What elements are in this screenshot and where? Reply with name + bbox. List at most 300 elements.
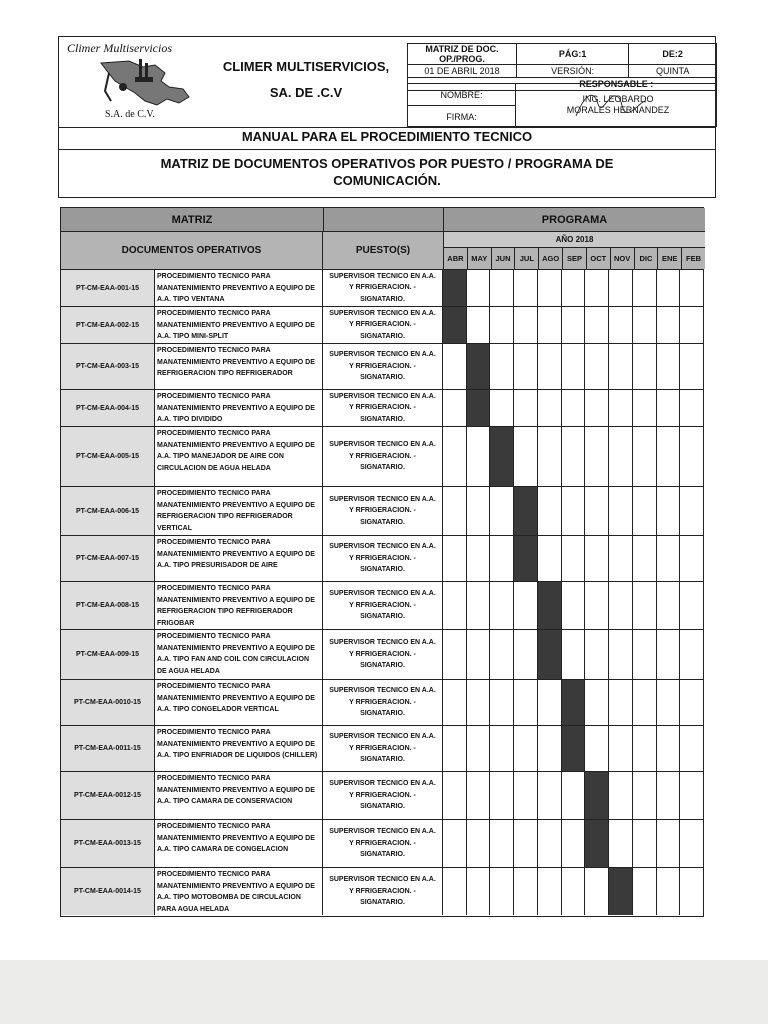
month-cell	[562, 868, 586, 915]
month-cell	[443, 536, 467, 581]
month-cell	[490, 868, 514, 915]
month-cell	[490, 270, 514, 306]
puesto-cell	[323, 680, 443, 725]
month-cell	[514, 630, 538, 679]
month-cell	[443, 582, 467, 629]
month-cell	[609, 820, 633, 867]
document-description: PROCEDIMIENTO TECNICO PARA MANATENIMIENTO PREVENTIVO A EQUIPO DE A.A. TIPO VENTANA	[155, 270, 323, 306]
month-cell	[467, 536, 491, 581]
scheduled-month-cell	[514, 536, 538, 581]
month-cell	[443, 390, 467, 426]
puesto-line: SIGNATARIO.	[360, 756, 405, 764]
puesto-line: SUPERVISOR TECNICO EN A.A.	[329, 639, 436, 647]
matrix-title-line2: COMUNICACIÓN.	[333, 173, 441, 188]
month-cell	[657, 487, 681, 535]
month-cell	[443, 820, 467, 867]
month-cell	[657, 772, 681, 819]
month-cell	[680, 868, 703, 915]
month-cell	[585, 270, 609, 306]
month-cell	[633, 772, 657, 819]
schedule-cells	[443, 536, 703, 581]
month-cell	[585, 307, 609, 343]
month-cell	[633, 427, 657, 486]
document-code: PT-CM-EAA-003-15	[61, 344, 155, 389]
month-cell	[657, 390, 681, 426]
table-row	[61, 269, 703, 306]
schedule-cells	[443, 307, 703, 343]
schedule-cells	[443, 630, 703, 679]
document-header	[58, 36, 716, 198]
month-cell	[657, 680, 681, 725]
document-description: PROCEDIMIENTO TECNICO PARA MANATENIMIENTO PREVENTIVO A EQUIPO DE A.A. TIPO PRESURISADOR DE AIRE	[155, 536, 323, 581]
document-description: PROCEDIMIENTO TECNICO PARA MANATENIMIENTO PREVENTIVO A EQUIPO DE REFRIGERACION TIPO REFRIGERADOR FRIGOBAR	[155, 582, 323, 629]
month-cell	[490, 820, 514, 867]
month-cell	[490, 390, 514, 426]
table-row	[61, 426, 703, 486]
page-total: DE:2	[629, 44, 717, 65]
month-cell	[562, 487, 586, 535]
month-cell	[680, 270, 703, 306]
month-cell	[680, 772, 703, 819]
month-cell	[585, 726, 609, 771]
puesto-cell	[323, 536, 443, 581]
month-cell	[538, 726, 562, 771]
puesto-line: SUPERVISOR TECNICO EN A.A.	[329, 876, 436, 884]
table-row	[61, 581, 703, 629]
scheduled-month-cell	[443, 270, 467, 306]
puesto-line: Y RFRIGERACION. -	[349, 698, 416, 706]
document-code: PT-CM-EAA-0011-15	[61, 726, 155, 771]
month-cell	[514, 772, 538, 819]
month-cell	[562, 270, 586, 306]
month-cell	[657, 344, 681, 389]
month-cell	[467, 680, 491, 725]
month-header: ABR	[444, 248, 468, 269]
document-code: PT-CM-EAA-007-15	[61, 536, 155, 581]
month-cell	[657, 630, 681, 679]
month-header: DIC	[635, 248, 659, 269]
puesto-line: SUPERVISOR TECNICO EN A.A.	[329, 392, 436, 400]
puesto-line: SIGNATARIO.	[360, 613, 405, 621]
month-cell	[609, 427, 633, 486]
logo-subtitle: S.A. de C.V.	[105, 109, 155, 120]
puesto-line: SIGNATARIO.	[360, 332, 405, 340]
document-description: PROCEDIMIENTO TECNICO PARA MANATENIMIENTO PREVENTIVO A EQUIPO DE A.A. TIPO CAMARA DE CONGELACION	[155, 820, 323, 867]
month-cell	[467, 772, 491, 819]
puesto-line: SUPERVISOR TECNICO EN A.A.	[329, 687, 436, 695]
puesto-line: Y RFRIGERACION. -	[349, 321, 416, 329]
table-row	[61, 306, 703, 343]
matriz-band	[61, 208, 443, 232]
month-cell	[633, 536, 657, 581]
month-cell	[633, 868, 657, 915]
document-code: PT-CM-EAA-001-15	[61, 270, 155, 306]
puesto-cell	[323, 390, 443, 426]
puesto-cell	[323, 582, 443, 629]
month-cell	[514, 582, 538, 629]
month-cell	[680, 307, 703, 343]
month-cell	[633, 726, 657, 771]
month-cell	[538, 487, 562, 535]
puesto-line: SIGNATARIO.	[360, 295, 405, 303]
month-cell	[609, 390, 633, 426]
schedule-cells	[443, 390, 703, 426]
scheduled-month-cell	[467, 344, 491, 389]
schedule-cells	[443, 820, 703, 867]
month-cell	[490, 726, 514, 771]
puesto-line: Y RFRIGERACION. -	[349, 362, 416, 370]
month-cell	[680, 582, 703, 629]
programa-label: PROGRAMA	[443, 208, 705, 232]
month-cell	[443, 344, 467, 389]
month-cell	[443, 630, 467, 679]
month-cell	[562, 582, 586, 629]
month-cell	[562, 772, 586, 819]
scheduled-month-cell	[490, 427, 514, 486]
month-cell	[562, 390, 586, 426]
scheduled-month-cell	[538, 630, 562, 679]
month-cell	[467, 868, 491, 915]
version-label: VERSIÓN:	[517, 65, 629, 78]
month-cell	[514, 390, 538, 426]
document-code: PT-CM-EAA-009-15	[61, 630, 155, 679]
document-description: PROCEDIMIENTO TECNICO PARA MANATENIMIENTO PREVENTIVO A EQUIPO DE REFRIGERACION TIPO REFRIGERADOR VERTICAL	[155, 487, 323, 535]
puesto-cell	[323, 270, 443, 306]
months-header	[443, 248, 705, 269]
puesto-line: SIGNATARIO.	[360, 415, 405, 423]
company-name	[205, 37, 407, 127]
month-cell	[443, 726, 467, 771]
month-cell	[633, 630, 657, 679]
puesto-line: SIGNATARIO.	[360, 803, 405, 811]
header-divider	[59, 127, 715, 128]
scheduled-month-cell	[514, 487, 538, 535]
month-header: JUL	[515, 248, 539, 269]
document-code: PT-CM-EAA-005-15	[61, 427, 155, 486]
responsable-label: RESPONSABLE :	[517, 78, 717, 91]
document-description: PROCEDIMIENTO TECNICO PARA MANATENIMIENTO PREVENTIVO A EQUIPO DE REFRIGERACION TIPO REFRIGERADOR	[155, 344, 323, 389]
month-cell	[562, 820, 586, 867]
scheduled-month-cell	[585, 772, 609, 819]
puesto-line: SIGNATARIO.	[360, 710, 405, 718]
month-header: MAY	[468, 248, 492, 269]
month-cell	[514, 680, 538, 725]
scheduled-month-cell	[467, 390, 491, 426]
document-code: PT-CM-EAA-0013-15	[61, 820, 155, 867]
document-code: PT-CM-EAA-0014-15	[61, 868, 155, 915]
document-description: PROCEDIMIENTO TECNICO PARA MANATENIMIENTO PREVENTIVO A EQUIPO DE A.A. TIPO CONGELADOR VERTICAL	[155, 680, 323, 725]
puesto-line: SIGNATARIO.	[360, 566, 405, 574]
month-cell	[443, 868, 467, 915]
month-cell	[657, 536, 681, 581]
header-divider	[59, 149, 715, 150]
month-cell	[680, 726, 703, 771]
month-cell	[585, 630, 609, 679]
month-cell	[585, 582, 609, 629]
puesto-cell	[323, 487, 443, 535]
company-logo	[59, 37, 205, 127]
month-cell	[609, 772, 633, 819]
month-header: AGO	[539, 248, 563, 269]
logo-text: Climer Multiservicios	[67, 41, 172, 55]
document-description: PROCEDIMIENTO TECNICO PARA MANATENIMIENTO PREVENTIVO A EQUIPO DE A.A. TIPO FAN AND COIL CON CIRCULACION DE AGUA HELADA	[155, 630, 323, 679]
month-cell	[657, 307, 681, 343]
document-code: PT-CM-EAA-0012-15	[61, 772, 155, 819]
puesto-line: Y RFRIGERACION. -	[349, 601, 416, 609]
document-code: PT-CM-EAA-006-15	[61, 487, 155, 535]
month-cell	[633, 307, 657, 343]
schedule-cells	[443, 772, 703, 819]
month-cell	[680, 536, 703, 581]
puesto-line: Y RFRIGERACION. -	[349, 791, 416, 799]
table-row	[61, 867, 703, 915]
table-row	[61, 725, 703, 771]
mexico-map-icon	[99, 57, 191, 111]
month-cell	[443, 427, 467, 486]
puesto-cell	[323, 344, 443, 389]
month-header: FEB	[686, 254, 702, 263]
month-cell	[490, 680, 514, 725]
table-row	[61, 629, 703, 679]
month-cell	[609, 726, 633, 771]
puesto-cell	[323, 772, 443, 819]
scheduled-month-cell	[562, 726, 586, 771]
puesto-line: SUPERVISOR TECNICO EN A.A.	[329, 495, 436, 503]
month-cell	[633, 344, 657, 389]
month-header: NOV	[611, 248, 635, 269]
document-description: PROCEDIMIENTO TECNICO PARA MANATENIMIENTO PREVENTIVO A EQUIPO DE A.A. TIPO DIVIDIDO	[155, 390, 323, 426]
month-cell	[585, 680, 609, 725]
year-header: AÑO 2018	[443, 232, 705, 248]
signature-icon	[568, 86, 648, 126]
puesto-cell	[323, 868, 443, 915]
month-cell	[680, 820, 703, 867]
month-cell	[585, 868, 609, 915]
month-cell	[680, 680, 703, 725]
company-name-line1: CLIMER MULTISERVICIOS,	[222, 59, 390, 74]
month-cell	[514, 820, 538, 867]
month-cell	[490, 307, 514, 343]
puesto-line: Y RFRIGERACION. -	[349, 284, 416, 292]
puesto-line: SUPERVISOR TECNICO EN A.A.	[329, 272, 436, 280]
month-cell	[538, 772, 562, 819]
month-header: OCT	[587, 248, 611, 269]
month-cell	[562, 344, 586, 389]
month-cell	[633, 270, 657, 306]
puesto-line: SIGNATARIO.	[360, 851, 405, 859]
month-cell	[562, 427, 586, 486]
month-cell	[467, 270, 491, 306]
doc-label: MATRIZ DE DOC. OP./PROG.	[408, 44, 517, 65]
month-cell	[609, 307, 633, 343]
document-description: PROCEDIMIENTO TECNICO PARA MANATENIMIENTO PREVENTIVO A EQUIPO DE A.A. TIPO MANEJADOR DE AIRE CON CIRCULACION DE AGUA HELADA	[155, 427, 323, 486]
month-cell	[657, 820, 681, 867]
puesto-line: SIGNATARIO.	[360, 518, 405, 526]
schedule-cells	[443, 270, 703, 306]
month-cell	[585, 427, 609, 486]
month-cell	[633, 820, 657, 867]
scheduled-month-cell	[538, 582, 562, 629]
month-cell	[490, 344, 514, 389]
month-cell	[514, 868, 538, 915]
matrix-title-line1: MATRIZ DE DOCUMENTOS OPERATIVOS POR PUESTO / PROGRAMA DE	[160, 156, 614, 171]
responsable-name-line1: ING. LEOBARDO	[582, 94, 654, 104]
month-cell	[467, 487, 491, 535]
month-cell	[562, 307, 586, 343]
month-cell	[585, 390, 609, 426]
company-name-line2: SA. DE .C.V	[269, 85, 343, 100]
puesto-line: SUPERVISOR TECNICO EN A.A.	[329, 351, 436, 359]
puesto-cell	[323, 427, 443, 486]
month-cell	[514, 344, 538, 389]
scheduled-month-cell	[609, 868, 633, 915]
month-cell	[538, 307, 562, 343]
month-cell	[538, 427, 562, 486]
month-cell	[633, 487, 657, 535]
scheduled-month-cell	[443, 307, 467, 343]
month-cell	[467, 630, 491, 679]
table-row	[61, 343, 703, 389]
puesto-line: SUPERVISOR TECNICO EN A.A.	[329, 828, 436, 836]
month-cell	[467, 307, 491, 343]
document-description: PROCEDIMIENTO TECNICO PARA MANATENIMIENTO PREVENTIVO A EQUIPO DE A.A. TIPO ENFRIADOR DE LIQUIDOS (CHILLER)	[155, 726, 323, 771]
schedule-cells	[443, 344, 703, 389]
month-cell	[680, 344, 703, 389]
month-header: SEP	[563, 248, 587, 269]
month-header: JUN	[492, 248, 516, 269]
version-value: QUINTA	[629, 65, 717, 78]
scheduled-month-cell	[585, 820, 609, 867]
puesto-cell	[323, 726, 443, 771]
month-cell	[633, 680, 657, 725]
month-cell	[680, 630, 703, 679]
month-cell	[609, 582, 633, 629]
month-cell	[609, 270, 633, 306]
document-code: PT-CM-EAA-002-15	[61, 307, 155, 343]
month-cell	[585, 344, 609, 389]
document-code: PT-CM-EAA-0010-15	[61, 680, 155, 725]
schedule-cells	[443, 487, 703, 535]
month-cell	[609, 487, 633, 535]
table-row	[61, 819, 703, 867]
month-cell	[490, 487, 514, 535]
month-cell	[490, 536, 514, 581]
month-cell	[514, 427, 538, 486]
puesto-line: Y RFRIGERACION. -	[349, 887, 416, 895]
nombre-label: NOMBRE:	[408, 84, 516, 106]
month-cell	[538, 270, 562, 306]
document-description: PROCEDIMIENTO TECNICO PARA MANATENIMIENTO PREVENTIVO A EQUIPO DE A.A. TIPO MOTOBOMBA DE CIRCULACION PARA AGUA HELADA	[155, 868, 323, 915]
manual-title: MANUAL PARA EL PROCEDIMIENTO TECNICO	[241, 129, 533, 144]
month-cell	[680, 427, 703, 486]
month-cell	[609, 680, 633, 725]
month-cell	[467, 820, 491, 867]
month-cell	[467, 582, 491, 629]
puesto-cell	[323, 307, 443, 343]
month-cell	[585, 487, 609, 535]
firma-label: FIRMA:	[408, 106, 516, 128]
month-cell	[538, 344, 562, 389]
month-cell	[657, 582, 681, 629]
puesto-line: SUPERVISOR TECNICO EN A.A.	[329, 309, 436, 317]
puesto-line: SIGNATARIO.	[360, 374, 405, 382]
month-cell	[538, 390, 562, 426]
table-row	[61, 389, 703, 426]
schedule-cells	[443, 726, 703, 771]
schedule-cells	[443, 427, 703, 486]
puesto-line: SIGNATARIO.	[360, 899, 405, 907]
puesto-line: SUPERVISOR TECNICO EN A.A.	[329, 543, 436, 551]
puesto-line: Y RFRIGERACION. -	[349, 452, 416, 460]
schedule-cells	[443, 582, 703, 629]
puesto-line: SUPERVISOR TECNICO EN A.A.	[329, 780, 436, 788]
puesto-cell	[323, 630, 443, 679]
scan-background	[0, 960, 768, 1024]
month-cell	[538, 680, 562, 725]
page-number: PÁG:1	[517, 44, 629, 65]
puesto-line: SIGNATARIO.	[360, 464, 405, 472]
puesto-line: Y RFRIGERACION. -	[349, 650, 416, 658]
puesto-line: Y RFRIGERACION. -	[349, 507, 416, 515]
month-cell	[490, 772, 514, 819]
puesto-line: SUPERVISOR TECNICO EN A.A.	[329, 733, 436, 741]
document-code: PT-CM-EAA-008-15	[61, 582, 155, 629]
month-cell	[443, 487, 467, 535]
table-row	[61, 771, 703, 819]
month-cell	[514, 307, 538, 343]
month-cell	[609, 344, 633, 389]
month-header: ENE	[658, 248, 682, 269]
document-description: PROCEDIMIENTO TECNICO PARA MANATENIMIENTO PREVENTIVO A EQUIPO DE A.A. TIPO CAMARA DE CONSERVACION	[155, 772, 323, 819]
month-cell	[443, 680, 467, 725]
month-cell	[657, 427, 681, 486]
month-cell	[562, 630, 586, 679]
month-cell	[657, 270, 681, 306]
month-cell	[657, 868, 681, 915]
month-cell	[680, 487, 703, 535]
month-cell	[609, 536, 633, 581]
month-cell	[514, 726, 538, 771]
documentos-header: DOCUMENTOS OPERATIVOS	[61, 232, 323, 269]
schedule-cells	[443, 680, 703, 725]
puesto-line: Y RFRIGERACION. -	[349, 554, 416, 562]
puesto-line: Y RFRIGERACION. -	[349, 404, 416, 412]
month-cell	[538, 536, 562, 581]
month-cell	[609, 630, 633, 679]
month-cell	[657, 726, 681, 771]
table-body	[61, 269, 703, 915]
table-row	[61, 535, 703, 581]
month-cell	[514, 270, 538, 306]
puesto-line: Y RFRIGERACION. -	[349, 839, 416, 847]
month-cell	[490, 582, 514, 629]
doc-date: 01 DE ABRIL 2018	[408, 65, 517, 78]
month-cell	[633, 390, 657, 426]
month-cell	[680, 390, 703, 426]
puesto-line: Y RFRIGERACION. -	[349, 744, 416, 752]
responsable-name-line2: MORALES HERNANDEZ	[566, 105, 670, 115]
table-row	[61, 486, 703, 535]
puesto-line: SUPERVISOR TECNICO EN A.A.	[329, 441, 436, 449]
month-cell	[467, 427, 491, 486]
month-cell	[538, 820, 562, 867]
month-cell	[585, 536, 609, 581]
puesto-line: SIGNATARIO.	[360, 662, 405, 670]
puesto-cell	[323, 820, 443, 867]
responsable-block	[407, 83, 717, 127]
matrix-table	[60, 207, 704, 917]
document-code: PT-CM-EAA-004-15	[61, 390, 155, 426]
